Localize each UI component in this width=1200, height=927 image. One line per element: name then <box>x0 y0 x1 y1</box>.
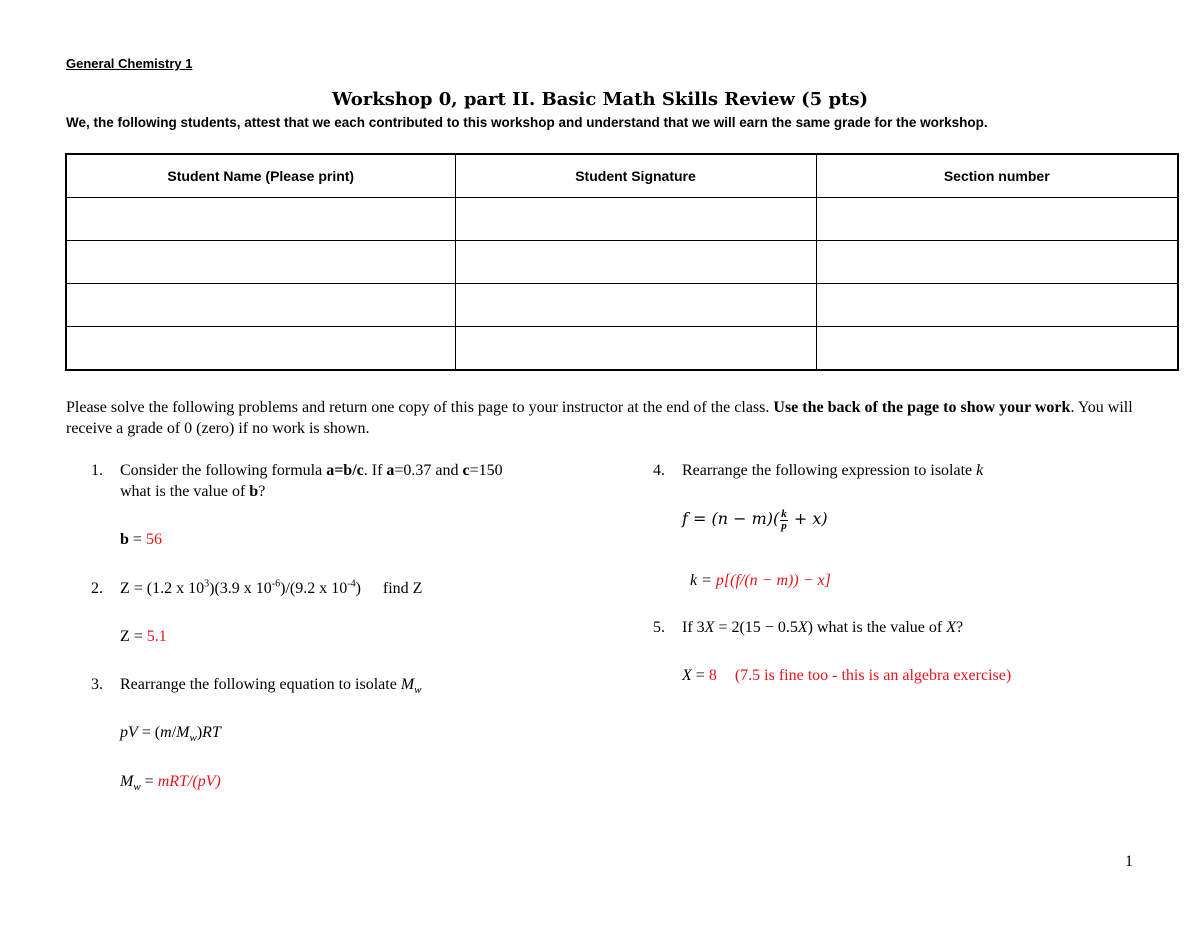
section-number-cell[interactable] <box>816 241 1178 284</box>
fraction-numerator: k <box>781 508 787 520</box>
answer-value: mRT/(pV) <box>157 773 221 790</box>
section-number-cell[interactable] <box>816 327 1178 371</box>
problem-text: Rearrange the following equation to isolate <box>120 676 401 693</box>
column-header-section-number: Section number <box>816 154 1178 198</box>
problem-text: . If <box>363 462 387 479</box>
variable: X <box>797 619 808 636</box>
problem-text: ) <box>355 580 361 597</box>
attestation-statement: We, the following students, attest that we each contributed to this workshop and understand that we will earn the same grade for the workshop. <box>66 115 988 130</box>
problem-text: what is the value of <box>120 483 250 500</box>
problem-text: ) what is the value of <box>807 619 947 636</box>
student-signature-cell[interactable] <box>455 241 816 284</box>
variable: X <box>704 619 715 636</box>
problem-text: Z = (1.2 x 10 <box>120 580 205 597</box>
problem-3 <box>91 674 571 695</box>
equation-part: = ( <box>137 724 161 741</box>
table-row <box>66 241 1178 284</box>
problem-3-equation <box>120 722 221 743</box>
answer-value: 5.1 <box>146 628 167 645</box>
answer-variable: Z = <box>120 628 147 645</box>
table-row <box>66 284 1178 327</box>
problem-4 <box>653 460 1153 481</box>
problem-text: )(3.9 x 10 <box>209 580 272 597</box>
problem-2-answer <box>120 626 167 647</box>
fraction-denominator: p <box>781 520 787 532</box>
equals: = <box>691 667 709 684</box>
student-roster-table <box>65 153 1179 371</box>
instructions <box>66 397 1146 439</box>
problem-number: 5. <box>653 619 665 636</box>
instructions-text-end: . You will receive a grade of 0 (zero) if no work is shown. <box>66 399 1133 437</box>
fraction <box>780 509 788 532</box>
problem-text: ? <box>258 483 266 500</box>
table-row <box>66 198 1178 241</box>
page-number: 1 <box>1125 853 1133 870</box>
variable: k <box>976 462 984 479</box>
equals: = <box>140 773 158 790</box>
formula: a=b/c <box>326 462 364 479</box>
equation-part: m <box>160 724 172 741</box>
subscript: w <box>133 781 141 794</box>
student-signature-cell[interactable] <box>455 198 816 241</box>
problem-number: 2. <box>91 580 103 597</box>
problem-text: =0.37 and <box>394 462 463 479</box>
subscript: w <box>414 684 422 697</box>
problem-4-answer <box>690 570 831 591</box>
column-header-student-signature: Student Signature <box>455 154 816 198</box>
student-signature-cell[interactable] <box>455 327 816 371</box>
answer-note: (7.5 is fine too - this is an algebra exercise) <box>734 667 1012 684</box>
problem-number: 4. <box>653 462 665 479</box>
problem-text: =150 <box>469 462 503 479</box>
section-number-cell[interactable] <box>816 198 1178 241</box>
table-header-row <box>66 154 1178 198</box>
exponent: 3 <box>204 578 210 590</box>
equation-part: f = (n − m)( <box>682 509 780 529</box>
equation-part: pV <box>120 724 138 741</box>
equation-part: ) <box>196 724 203 741</box>
problem-3-answer <box>120 771 221 792</box>
problem-number: 1. <box>91 462 103 479</box>
answer-variable: k = <box>690 572 716 589</box>
student-name-cell[interactable] <box>66 198 455 241</box>
answer-value: 56 <box>145 531 162 548</box>
instructions-text: Please solve the following problems and return one copy of this page to your instructor at the end of the class. <box>66 399 774 416</box>
column-header-student-name: Student Name (Please print) <box>66 154 455 198</box>
course-name: General Chemistry 1 <box>66 56 193 71</box>
problem-instruction: find Z <box>382 580 423 597</box>
problem-text: )/(9.2 x 10 <box>280 580 348 597</box>
problem-text: Rearrange the following expression to isolate <box>682 462 977 479</box>
problem-5 <box>653 617 1153 638</box>
problem-2 <box>91 578 571 599</box>
problem-text: = 2(15 − 0.5 <box>714 619 798 636</box>
equals: = <box>128 531 146 548</box>
variable-b: b <box>249 483 259 500</box>
equation-part: / <box>171 724 177 741</box>
problem-4-equation <box>682 509 828 532</box>
answer-variable: b <box>120 531 129 548</box>
table-row <box>66 327 1178 371</box>
equation-part: + x) <box>788 509 828 529</box>
student-name-cell[interactable] <box>66 284 455 327</box>
problem-text: Consider the following formula <box>120 462 327 479</box>
section-number-cell[interactable] <box>816 284 1178 327</box>
answer-variable: M <box>120 773 134 790</box>
problem-1 <box>91 460 571 502</box>
subscript: w <box>189 732 197 745</box>
student-signature-cell[interactable] <box>455 284 816 327</box>
answer-value: p[(f/(n − m)) − x] <box>715 572 831 589</box>
exponent: -4 <box>347 578 356 590</box>
equation-part: M <box>176 724 190 741</box>
student-name-cell[interactable] <box>66 241 455 284</box>
variable-a: a <box>386 462 395 479</box>
variable-c: c <box>462 462 470 479</box>
problem-text: ? <box>956 619 964 636</box>
answer-value: 8 <box>708 667 717 684</box>
answer-variable: X <box>682 667 692 684</box>
variable: M <box>400 676 415 693</box>
student-name-cell[interactable] <box>66 327 455 371</box>
exponent: -6 <box>271 578 281 590</box>
equation-part: RT <box>202 724 221 741</box>
problem-text: If 3 <box>682 619 705 636</box>
problem-5-answer <box>682 665 1011 686</box>
instructions-bold: Use the back of the page to show your work <box>773 399 1071 416</box>
page-title: Workshop 0, part II. Basic Math Skills Review (5 pts) <box>331 89 869 110</box>
variable: X <box>946 619 956 636</box>
problem-number: 3. <box>91 676 103 693</box>
problem-1-answer <box>120 529 162 550</box>
